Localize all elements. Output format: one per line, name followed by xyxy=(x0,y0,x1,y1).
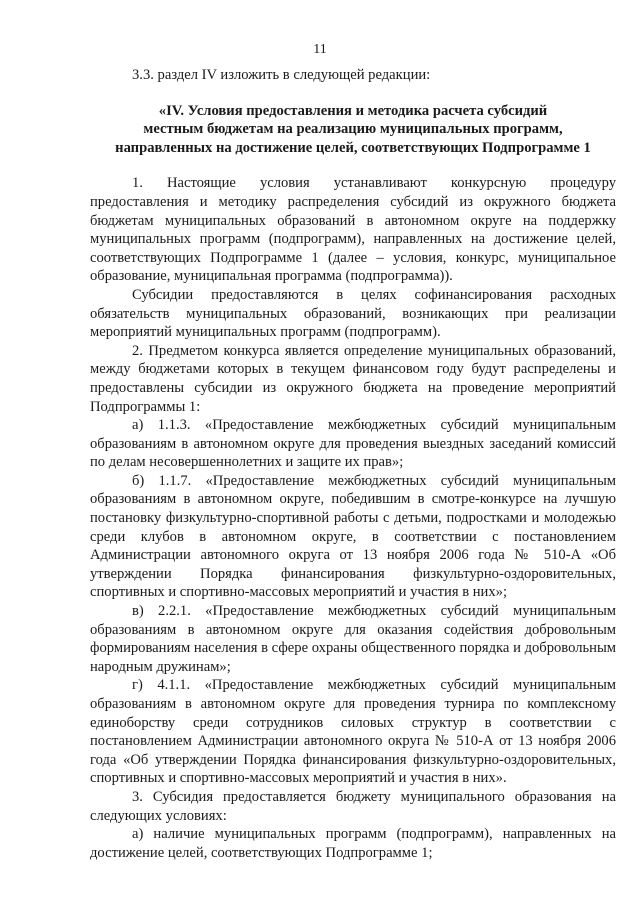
list-item-g: г) 4.1.1. «Предоставление межбюджетных субсидий муниципальным образованиям в автономном округе для проведения турнира по комплексному единоборству среди сотрудников силовых структур в соответствии с постановлением Администрации автономного округа № 510-А от 13 ноября 2006 года «Об утверждении Порядка финансирования физкультурно-оздоровительных, спортивных и спортивно-массовых мероприятий и участия в них». xyxy=(90,677,616,787)
paragraph-3-subsidy-conditions: 3. Субсидия предоставляется бюджету муниципального образования на следующих условиях: xyxy=(90,788,616,824)
list-item-a: а) 1.1.3. «Предоставление межбюджетных субсидий муниципальным образованиям в автономном округе для проведения выездных заседаний комиссий по делам несовершеннолетних и защите их прав»; xyxy=(90,417,616,471)
paragraph-1-conditions: 1. Настоящие условия устанавливают конкурсную процедуру предоставления и методику распределения субсидий из окружного бюджета бюджетам муниципальных образований в автономном округе на поддержку муниципальных программ (подпрограмм), направленных на достижение целей, соответствующих Подпрограмме 1 (далее – условия, конкурс, муниципальное образование, муниципальная программа (подпрограмма)). xyxy=(90,175,616,285)
section-title xyxy=(90,102,616,158)
section-title-line: направленных на достижение целей, соответствующих Подпрограмме 1 xyxy=(115,139,591,156)
amendment-intro: 3.3. раздел IV изложить в следующей редакции: xyxy=(132,67,431,83)
paragraph-subsidy-purpose: Субсидии предоставляются в целях софинансирования расходных обязательств муниципальных образований, возникающих при реализации мероприятий муниципальных программ (подпрограмм). xyxy=(90,286,616,341)
list-item-v: в) 2.2.1. «Предоставление межбюджетных субсидий муниципальным образованиям в автономном округе для оказания содействия добровольным формированиям населения в сфере охраны общественного порядка и добровольным народным дружинам»; xyxy=(90,603,616,675)
page-number: 11 xyxy=(313,42,327,57)
section-title-line: местным бюджетам на реализацию муниципальных программ, xyxy=(143,121,563,138)
document-body xyxy=(90,66,616,862)
condition-item-a: а) наличие муниципальных программ (подпрограмм), направленных на достижение целей, соответствующих Подпрограмме 1; xyxy=(90,826,616,861)
list-item-b: б) 1.1.7. «Предоставление межбюджетных субсидий муниципальным образованиям в автономном округе, победившим в смотре-конкурсе на лучшую постановку физкультурно-спортивной работы с детьми, подростками и молодежью среди клубов в автономном округе, в соответствии с постановлением Администрации автономного округа от 13 ноября 2006 года № 510-А «Об утверждении Порядка финансирования физкультурно-оздоровительных, спортивных и спортивно-массовых мероприятий и участия в них»; xyxy=(90,472,616,601)
section-title-line: «IV. Условия предоставления и методика расчета субсидий xyxy=(158,102,548,119)
paragraph-2-competition-subject: 2. Предметом конкурса является определение муниципальных образований, между бюджетами которых в текущем финансовом году будут распределены и предоставлены субсидии из окружного бюджета на проведение мероприятий Подпрограммы 1: xyxy=(90,342,616,415)
